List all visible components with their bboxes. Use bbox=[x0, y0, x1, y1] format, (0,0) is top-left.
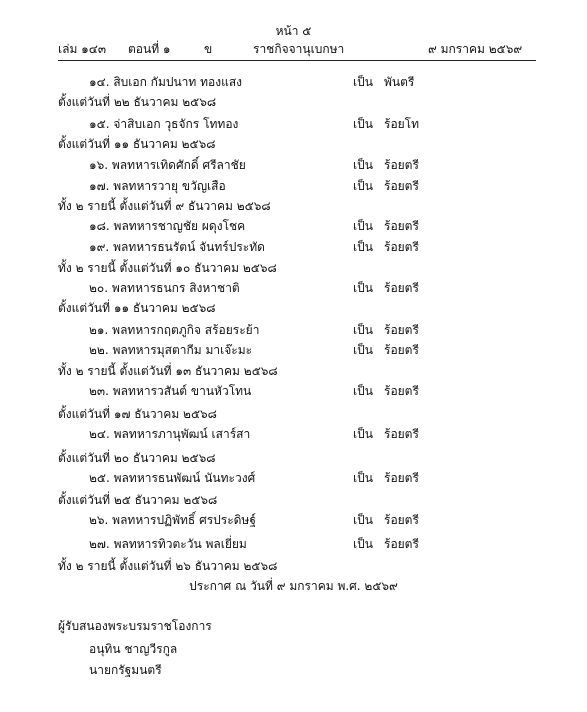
as-label: เป็น bbox=[353, 281, 373, 295]
as-label: เป็น bbox=[353, 219, 373, 233]
entry-number: ๑๔. bbox=[89, 75, 110, 89]
appointee-name bbox=[89, 281, 240, 295]
as-label: เป็น bbox=[353, 471, 373, 485]
entry-number: ๑๙. bbox=[89, 240, 110, 254]
appointee-name bbox=[89, 471, 255, 485]
appointee-name bbox=[89, 384, 251, 398]
appointee-fullname: พลทหารวสันต์ ขานหัวโทน bbox=[112, 384, 252, 398]
appointee-name bbox=[89, 537, 247, 551]
rank-label: ร้อยตรี bbox=[384, 158, 419, 172]
as-label: เป็น bbox=[353, 513, 373, 527]
appointee-name bbox=[89, 117, 238, 131]
effective-date-line: ตั้งแต่วันที่ ๒๒ ธันวาคม ๒๕๖๘ bbox=[58, 95, 217, 109]
rank-label: ร้อยตรี bbox=[384, 323, 419, 337]
entry-number: ๒๗. bbox=[89, 537, 110, 551]
as-label: เป็น bbox=[353, 537, 373, 551]
effective-date-line: ทั้ง ๒ รายนี้ ตั้งแต่วันที่ ๙ ธันวาคม ๒๕๖๘ bbox=[58, 199, 271, 213]
signatory-name: อนุทิน ชาญวีรกูล bbox=[89, 642, 178, 656]
entry-number: ๑๖. bbox=[89, 158, 109, 172]
entry-number: ๑๘. bbox=[89, 219, 110, 233]
entry-number: ๒๑. bbox=[89, 323, 109, 337]
appointee-fullname: พลทหารกฤตภูกิจ สร้อยระย้า bbox=[112, 323, 260, 337]
effective-date-line: ตั้งแต่วันที่ ๑๑ ธันวาคม ๒๕๖๘ bbox=[58, 137, 216, 151]
rank-label: พันตรี bbox=[384, 75, 415, 89]
appointee-name bbox=[89, 343, 252, 357]
appointee-name bbox=[89, 240, 265, 254]
entry-number: ๑๗. bbox=[89, 179, 110, 193]
appointee-fullname: พลทหารมุสตากีม มาเจ๊ะมะ bbox=[112, 343, 253, 357]
appointee-fullname: จ่าสิบเอก วุธจักร โททอง bbox=[113, 117, 239, 131]
issue-date: ๙ มกราคม ๒๕๖๙ bbox=[428, 42, 523, 56]
as-label: เป็น bbox=[353, 427, 373, 441]
effective-date-line: ตั้งแต่วันที่ ๒๐ ธันวาคม ๒๕๖๘ bbox=[58, 451, 216, 465]
section-label: ข bbox=[204, 42, 213, 56]
effective-date-line: ทั้ง ๒ รายนี้ ตั้งแต่วันที่ ๒๖ ธันวาคม ๒๕๖๘ bbox=[58, 559, 278, 573]
appointee-name bbox=[89, 513, 256, 527]
entry-number: ๒๒. bbox=[89, 343, 109, 357]
signatory-position: นายกรัฐมนตรี bbox=[89, 663, 162, 677]
rank-label: ร้อยตรี bbox=[384, 471, 419, 485]
volume-label: เล่ม ๑๔๓ bbox=[58, 42, 107, 56]
page-number: หน้า ๕ bbox=[275, 24, 312, 38]
publication-name: ราชกิจจานุเบกษา bbox=[253, 42, 345, 56]
appointee-name bbox=[89, 323, 259, 337]
rank-label: ร้อยตรี bbox=[384, 240, 419, 254]
appointee-fullname: พลทหารชาญชัย ผดุงโชค bbox=[113, 219, 246, 233]
entry-number: ๒๓. bbox=[89, 384, 109, 398]
rank-label: ร้อยตรี bbox=[384, 281, 419, 295]
header-divider bbox=[58, 60, 536, 61]
as-label: เป็น bbox=[353, 75, 373, 89]
rank-label: ร้อยตรี bbox=[384, 427, 419, 441]
as-label: เป็น bbox=[353, 240, 373, 254]
entry-number: ๒๐. bbox=[89, 281, 109, 295]
rank-label: ร้อยตรี bbox=[384, 219, 419, 233]
announcement-date: ประกาศ ณ วันที่ ๙ มกราคม พ.ศ. ๒๕๖๙ bbox=[189, 579, 398, 593]
rank-label: ร้อยตรี bbox=[384, 513, 419, 527]
rank-label: ร้อยตรี bbox=[384, 179, 419, 193]
as-label: เป็น bbox=[353, 158, 373, 172]
appointee-name bbox=[89, 75, 242, 89]
rank-label: ร้อยตรี bbox=[384, 343, 419, 357]
as-label: เป็น bbox=[353, 117, 373, 131]
entry-number: ๒๕. bbox=[89, 471, 110, 485]
as-label: เป็น bbox=[353, 179, 373, 193]
appointee-fullname: พลทหารเทิดศักดิ์ ศรีลาชัย bbox=[111, 158, 246, 172]
as-label: เป็น bbox=[353, 343, 373, 357]
appointee-fullname: พลทหารปฏิพัทธิ์ ศรประดิษฐ์ bbox=[112, 513, 256, 527]
effective-date-line: ตั้งแต่วันที่ ๑๑ ธันวาคม ๒๕๖๘ bbox=[58, 301, 216, 315]
entry-number: ๒๖. bbox=[89, 513, 109, 527]
appointee-name bbox=[89, 158, 246, 172]
as-label: เป็น bbox=[353, 384, 373, 398]
rank-label: ร้อยโท bbox=[384, 117, 420, 131]
appointee-fullname: พลทหารวายุ ขวัญเสือ bbox=[113, 179, 226, 193]
rank-label: ร้อยตรี bbox=[384, 384, 419, 398]
effective-date-line: ตั้งแต่วันที่ ๒๕ ธันวาคม ๒๕๖๘ bbox=[58, 493, 218, 507]
appointee-fullname: พลทหารธนพัฒน์ นันทะวงศ์ bbox=[113, 471, 256, 485]
issue-label: ตอนที่ ๑ bbox=[128, 42, 171, 56]
appointee-fullname: พลทหารธนกร สิงหาชาติ bbox=[111, 281, 240, 295]
as-label: เป็น bbox=[353, 323, 373, 337]
entry-number: ๑๕. bbox=[89, 117, 110, 131]
appointee-name bbox=[89, 179, 226, 193]
effective-date-line: ทั้ง ๒ รายนี้ ตั้งแต่วันที่ ๑๐ ธันวาคม ๒๕๖๘ bbox=[58, 261, 277, 275]
appointee-fullname: สิบเอก กัมปนาท ทองแสง bbox=[113, 75, 243, 89]
appointee-name bbox=[89, 219, 245, 233]
signature-title: ผู้รับสนองพระบรมราชโองการ bbox=[58, 619, 212, 633]
appointee-name bbox=[89, 427, 250, 441]
rank-label: ร้อยตรี bbox=[384, 537, 419, 551]
appointee-fullname: พลทหารทิวตะวัน พลเยี่ยม bbox=[113, 537, 247, 551]
appointee-fullname: พลทหารธนรัตน์ จันทร์ประทัด bbox=[113, 240, 265, 254]
effective-date-line: ทั้ง ๒ รายนี้ ตั้งแต่วันที่ ๑๓ ธันวาคม ๒๕๖๘ bbox=[58, 364, 278, 378]
effective-date-line: ตั้งแต่วันที่ ๑๗ ธันวาคม ๒๕๖๘ bbox=[58, 407, 217, 421]
appointee-fullname: พลทหารภานุพัฒน์ เสาร์สา bbox=[113, 427, 251, 441]
entry-number: ๒๔. bbox=[89, 427, 110, 441]
